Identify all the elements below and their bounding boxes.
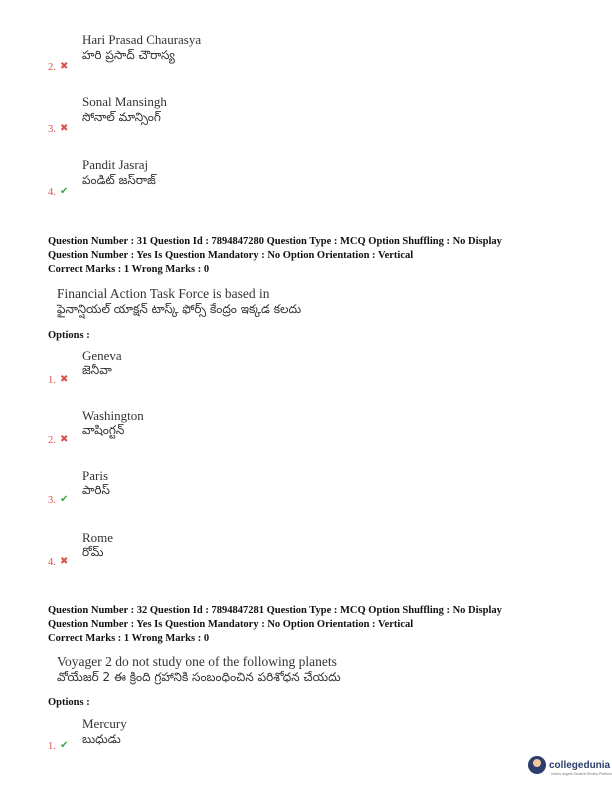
option-number: 4.	[48, 187, 56, 198]
option-text-te: సోనాల్ మాన్సింగ్	[82, 110, 161, 124]
option-text-en: Paris	[82, 468, 108, 483]
check-icon: ✔	[60, 186, 69, 197]
option-text-te: బుధుడు	[82, 732, 121, 746]
option-text-en: Rome	[82, 530, 114, 545]
option-text-te: జెనీవా	[82, 363, 112, 377]
question-meta-line2: Question Number : Yes Is Question Mandatory : No Option Orientation : Vertical	[48, 619, 414, 630]
option-number: 4.	[48, 557, 56, 568]
question-meta-line1: Question Number : 32 Question Id : 7894847281 Question Type : MCQ Option Shuffling : No Display	[48, 605, 502, 616]
options-label: Options :	[48, 330, 90, 341]
check-icon: ✔	[60, 740, 69, 751]
option-number: 1.	[48, 741, 56, 752]
cross-icon: ✖	[60, 123, 69, 134]
option-text-en: Washington	[82, 408, 144, 423]
option-text-en: Hari Prasad Chaurasya	[82, 32, 202, 47]
question-text-en: Voyager 2 do not study one of the following planets	[57, 654, 337, 669]
option-number: 3.	[48, 124, 56, 135]
question-text-en: Financial Action Task Force is based in	[57, 286, 270, 301]
cross-icon: ✖	[60, 61, 69, 72]
options-label: Options :	[48, 697, 90, 708]
cross-icon: ✖	[60, 556, 69, 567]
option-number: 2.	[48, 62, 56, 73]
cross-icon: ✖	[60, 374, 69, 385]
option-text-te: వాషింగ్టన్	[82, 423, 125, 437]
option-text-en: Mercury	[82, 716, 127, 731]
option-number: 1.	[48, 375, 56, 386]
logo-name: collegedunia	[549, 759, 611, 771]
question-text-te: వోయేజర్ 2 ఈ క్రింది గ్రహానికి సంబంధించిన పరిశోధన చేయదు	[57, 670, 341, 684]
cross-icon: ✖	[60, 434, 69, 445]
student-avatar-icon	[528, 756, 546, 774]
option-text-en: Geneva	[82, 348, 122, 363]
option-text-te: పారిస్	[82, 483, 110, 497]
question-meta-line1: Question Number : 31 Question Id : 7894847280 Question Type : MCQ Option Shuffling : No Display	[48, 236, 502, 247]
logo-tagline: India's largest Student Review Platform	[551, 772, 612, 776]
question-text-te: ఫైనాన్షియల్ యాక్షన్ టాస్క్ ఫోర్స్ కేంద్రం ఇక్కడ కలదు	[57, 302, 302, 316]
option-number: 2.	[48, 435, 56, 446]
question-marks: Correct Marks : 1 Wrong Marks : 0	[48, 264, 210, 275]
check-icon: ✔	[60, 494, 69, 505]
option-text-en: Sonal Mansingh	[82, 94, 167, 109]
option-text-te: రోమ్	[82, 545, 104, 559]
option-text-te: పండిట్ జస్‌రాజ్	[82, 173, 156, 187]
option-text-te: హరి ప్రసాద్ చౌరాస్య	[82, 48, 175, 62]
option-number: 3.	[48, 495, 56, 506]
question-marks: Correct Marks : 1 Wrong Marks : 0	[48, 633, 210, 644]
option-text-en: Pandit Jasraj	[82, 157, 149, 172]
question-meta-line2: Question Number : Yes Is Question Mandatory : No Option Orientation : Vertical	[48, 250, 414, 261]
